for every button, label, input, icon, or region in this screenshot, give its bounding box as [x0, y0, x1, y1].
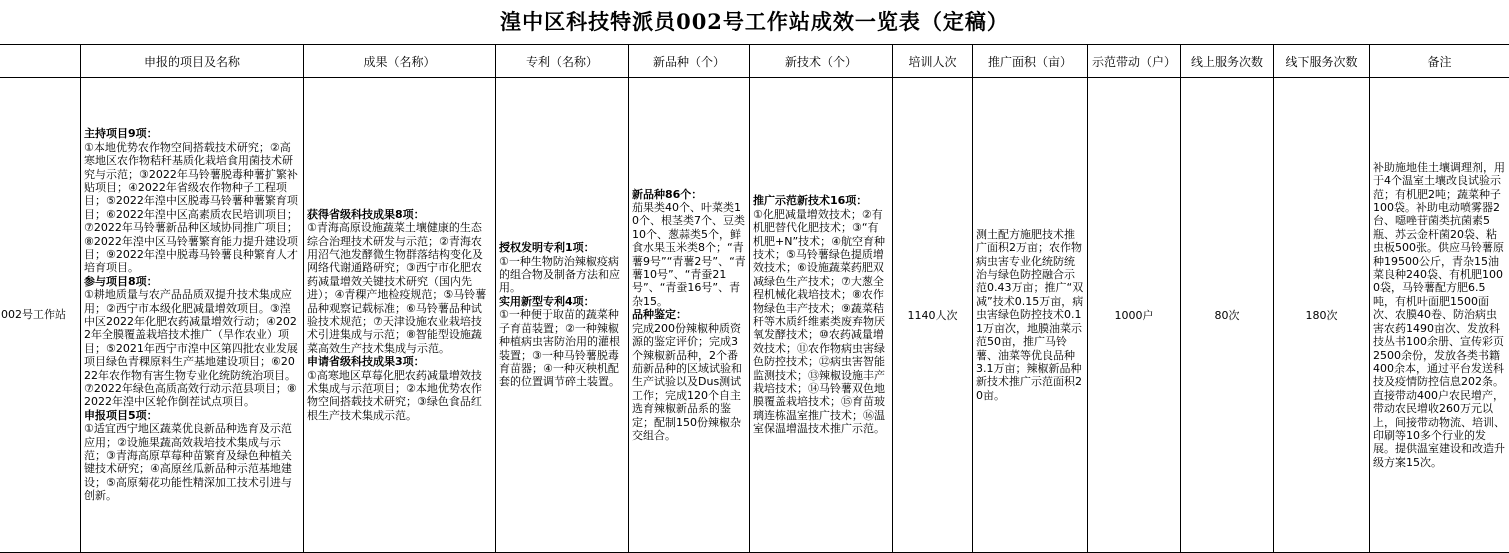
header-cell-projects: 申报的项目及名称 [81, 45, 304, 78]
table-row [0, 78, 1509, 553]
header-cell-results: 成果（名称） [304, 45, 496, 78]
new-varieties-text: 茄果类40个、叶菜类10个、根茎类7个、豆类10个、葱蒜类5个，鲜食水果玉米类8个；“青薯9号”“青薯2号”、“青薯10号”、“青蚕21号”、“青蚕16号”、青杂15。 [632, 201, 746, 308]
header-cell-patents: 专利（名称） [496, 45, 629, 78]
header-cell-households: 示范带动（户） [1088, 45, 1181, 78]
header-cell-area: 推广面积（亩） [973, 45, 1088, 78]
header-cell-techniques: 新技术（个） [750, 45, 893, 78]
remarks-cell: 补助施地佳土壤调理剂，用于4个温室土壤改良试验示范；有机肥2吨；蔬菜种子100袋。补助电动喷雾器2台、噁唑苷菌类抗菌素5瓶、苏云金杆菌20袋、粘虫板500张。供应马铃薯原种19500公斤，青杂15油菜良种240袋、有机肥1000袋，马铃薯配方肥6.5吨，有机叶面肥1500面次、农膜40卷、防治病虫害农药1490亩次、发放科技丛书100余册、宣传彩页2500余份，发放各类书籍400余本，通过平台发送科技及疫情防控信息202条。直接带动400户农民增产，带动农民增收260万元以上，间接带动物流、培训、印刷等10多个行业的发展。提供温室建设和改造升级方案15次。 [1370, 78, 1509, 553]
won-results-text: ①青海高原设施蔬菜土壤健康的生态综合治理技术研发与示范；②青海农用沼气池发酵微生物群落结构变化及网络代谢通路研究；③西宁市化肥农药减量增效关键技术研究（国内先进）；④青稞产地检疫规范；⑤马铃薯品种观察记载标准；⑥马铃薯品种试验技术规范；⑦天津设施农业栽培技术引进集成与示范；⑧智能型设施蔬菜高效生产技术集成与示范。 [307, 221, 492, 355]
page-title: 湟中区科技特派员002号工作站成效一览表（定稿） [0, 0, 1509, 44]
header-cell-station [0, 45, 81, 78]
new-varieties-title: 新品种86个： [632, 188, 746, 201]
online-service-cell: 80次 [1181, 78, 1274, 553]
joined-projects-title: 参与项目8项： [84, 275, 300, 288]
header-cell-varieties: 新品种（个） [629, 45, 750, 78]
techniques-cell [750, 78, 893, 553]
applied-results-title: 申请省级科技成果3项： [307, 355, 492, 368]
varieties-cell [629, 78, 750, 553]
variety-identification-text: 完成200份辣椒种质资源的鉴定评价；完成3个辣椒新品种，2个番茄新品种的区域试验和生产试验以及Dus测试工作；完成120个自主选育辣椒新品系的鉴定；配制150份辣椒杂交组合。 [632, 322, 746, 443]
won-results-title: 获得省级科技成果8项： [307, 208, 492, 221]
applied-projects-title: 申报项目5项： [84, 409, 300, 422]
variety-identification-title: 品种鉴定： [632, 308, 746, 321]
header-cell-offline: 线下服务次数 [1274, 45, 1370, 78]
results-table [0, 44, 1509, 553]
header-cell-training: 培训人次 [893, 45, 973, 78]
training-cell: 1140人次 [893, 78, 973, 553]
results-cell [304, 78, 496, 553]
station-name-cell: 002号工作站 [0, 78, 81, 553]
area-cell: 测土配方施肥技术推广面积2万亩；农作物病虫害专业化统防统治与绿色防控融合示范0.43万亩；推广“双减”技术0.15万亩，病虫害绿色防控技术0.11万亩次，地膜油菜示范50亩，推广马铃薯、油菜等优良品种3.1万亩；辣椒新品种新技术推广示范面积20亩。 [973, 78, 1088, 553]
invention-patent-text: ①一种生物防治辣椒疫病的组合物及制备方法和应用。 [499, 255, 625, 295]
patents-cell [496, 78, 629, 553]
main-projects-title: 主持项目9项： [84, 127, 300, 140]
header-cell-remarks: 备注 [1370, 45, 1509, 78]
applied-results-text: ①高寒地区草莓化肥农药减量增效技术集成与示范项目；②本地优势农作物空间搭载技术研究；③绿色食品红根生产技术集成示范。 [307, 369, 492, 423]
applied-projects-text: ①适宜西宁地区蔬菜优良新品种选育及示范应用；②设施果蔬高效栽培技术集成与示范；③青海高原草莓种苗繁育及绿色种植关键技术研究；④高原丝瓜新品种示范基地建设；⑤高原菊花功能性精深加工技术引进与创新。 [84, 422, 300, 502]
utility-patent-text: ①一种便于取苗的蔬菜种子育苗装置；②一种辣椒种植病虫害防治用的灌根装置；③一种马铃薯脱毒育苗器；④一种灭秧机配套的位置调节碎土装置。 [499, 308, 625, 388]
invention-patent-title: 授权发明专利1项： [499, 241, 625, 254]
header-cell-online: 线上服务次数 [1181, 45, 1274, 78]
techniques-text: ①化肥减量增效技术；②有机肥替代化肥技术；③“有机肥+N”技术；④航空育种技术；⑤马铃薯绿色提质增效技术；⑥设施蔬菜药肥双减绿色生产技术；⑦大葱全程机械化栽培技术；⑧农作物绿色丰产技术；⑨蔬菜秸秆等木质纤维素类废弃物厌氧发酵技术；⑩农药减量增效技术；⑪农作物病虫害绿色防控技术；⑫病虫害智能监测技术；⑬辣椒设施丰产栽培技术；⑭马铃薯双色地膜覆盖栽培技术；⑮育苗玻璃连栋温室推广技术；⑯温室保温增温技术推广示范。 [753, 208, 889, 436]
offline-service-cell: 180次 [1274, 78, 1370, 553]
techniques-title: 推广示范新技术16项： [753, 194, 889, 207]
main-projects-text: ①本地优势农作物空间搭载技术研究；②高寒地区农作物秸秆基质化栽培食用菌技术研究与示范；③2022年马铃薯脱毒种薯扩繁补贴项目；④2022年省级农作物种子工程项目；⑤2022年湟中区脱毒马铃薯种薯繁育项目；⑥2022年湟中区高素质农民培训项目；⑦2022年马铃薯新品种区域协同推广项目；⑧2022年湟中区马铃薯繁育能力提升建设项目；⑨2022年湟中脱毒马铃薯良种繁育人才培育项目。 [84, 141, 300, 275]
households-cell: 1000户 [1088, 78, 1181, 553]
projects-cell [81, 78, 304, 553]
joined-projects-text: ①耕地质量与农产品品质双提升技术集成应用；②西宁市本级化肥减量增效项目。③湟中区2022年化肥农药减量增效行动；④2022年全膜覆盖栽培技术推广（旱作农业）项目；⑤2021年西宁市湟中区第四批农业发展项目绿色青稞原料生产基地建设项目；⑥2022年农作物有害生物专业化统防统治项目。⑦2022年绿色高质高效行动示范县项目；⑧2022年湟中区轮作倒茬试点项目。 [84, 288, 300, 409]
utility-patent-title: 实用新型专利4项： [499, 295, 625, 308]
header-row [0, 45, 1509, 78]
